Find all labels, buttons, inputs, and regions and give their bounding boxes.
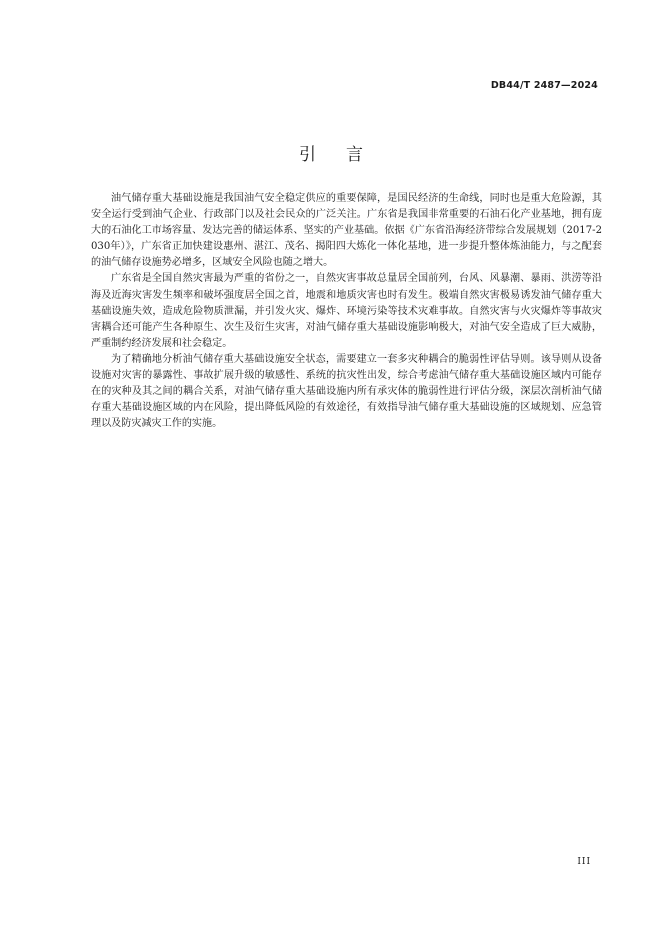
paragraph-2: 广东省是全国自然灾害最为严重的省份之一，自然灾害事故总量居全国前列，台风、风暴潮、暴雨、洪涝等沿海及近海灾害发生频率和破坏强度居全国之首，地震和地质灾害也时有发生。极端自然灾害极易诱发油气储存重大基础设施失效，造成危险物质泄漏，并引发火灾、爆炸、环境污染等技术灾难事故。自然灾害与火灾爆炸等事故灾害耦合还可能产生各种原生、次生及衍生灾害，对油气储存重大基础设施影响极大，对油气安全造成了巨大威胁，严重制约经济发展和社会稳定。: [91, 273, 602, 349]
page-number: III: [577, 857, 591, 867]
paragraph-3: 为了精确地分析油气储存重大基础设施安全状态，需要建立一套多灾种耦合的脆弱性评估导则。该导则从设备设施对灾害的暴露性、事故扩展升级的敏感性、系统的抗灾性出发，综合考虑油气储存重大基础设施区域内可能存在的灾种及其之间的耦合关系，对油气储存重大基础设施内所有承灾体的脆弱性进行评估分级，深层次剖析油气储存重大基础设施区域的内在风险，提出降低风险的有效途径，有效指导油气储存重大基础设施的区域规划、应急管理以及防灾减灾工作的实施。: [91, 353, 602, 430]
page-title: 引言: [299, 145, 393, 165]
body-text: [91, 191, 602, 432]
document-code: DB44/T 2487—2024: [490, 80, 598, 91]
paragraph-1: 油气储存重大基础设施是我国油气安全稳定供应的重要保障，是国民经济的生命线，同时也是重大危险源，其安全运行受到油气企业、行政部门以及社会民众的广泛关注。广东省是我国非常重要的石油石化产业基地，拥有庞大的石油化工市场容量、发达完善的储运体系、坚实的产业基础。依据《广东省沿海经济带综合发展规划（2017-2030年）》，广东省正加快建设惠州、湛江、茂名、揭阳四大炼化一体化基地，进一步提升整体炼油能力，与之配套的油气储存设施势必增多，区域安全风险也随之增大。: [91, 193, 602, 269]
